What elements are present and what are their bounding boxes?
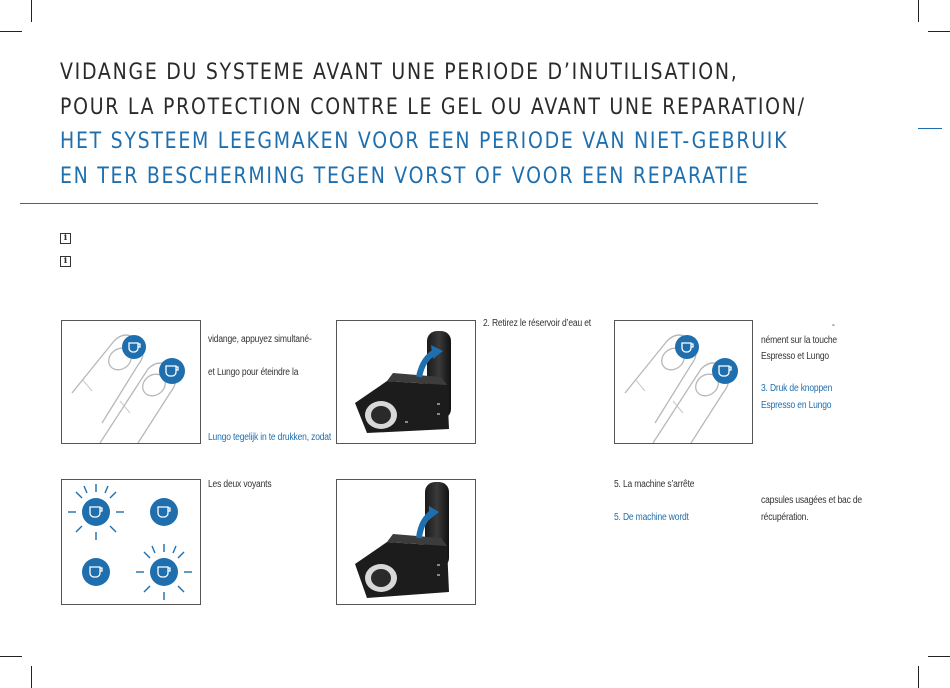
crop-mark [918,128,942,129]
step-1-illustration [61,320,201,444]
lungo-button-icon [712,358,738,384]
step-3-text-nl-1: 3. Druk de knoppen [761,383,833,394]
step-1-text-fr-2: et Lungo pour éteindre la [208,367,299,378]
step-2-illustration [336,320,476,444]
step-3-text-fr-2: Espresso et Lungo [761,351,829,362]
crop-mark [31,666,32,688]
step-6-text-fr-2: récupération. [761,512,809,523]
step-2-text-fr-1: 2. Retirez le réservoir d’eau et [483,318,591,329]
title-nl-line-2: EN TER BESCHERMING TEGEN VORST OF VOOR EEN REPARATIE [60,163,750,189]
espresso-light-icon [82,558,110,586]
crop-mark [918,0,919,22]
crop-mark [918,666,919,688]
step-4-illustration [61,479,201,605]
lungo-button-icon [159,358,185,384]
espresso-button-icon [675,335,699,359]
title-fr-line-1: VIDANGE DU SYSTEME AVANT UNE PERIODE D’INUTILISATION, [60,60,739,85]
step-6-text-fr-1: capsules usagées et bac de [761,495,862,506]
step-5-text-nl-1: 5. De machine wordt [614,512,689,523]
info-icon: i [60,233,71,244]
step-1-text-nl-1: Lungo tegelijk in te drukken, zodat [208,432,332,443]
step-3-text-fr-1: nément sur la touche [761,335,837,346]
crop-mark [928,656,950,657]
info-icon: i [60,256,71,267]
step-5-text-fr-1: 5. La machine s’arrête [614,479,695,490]
step-1-text-fr-1: vidange, appuyez simultané- [208,334,312,345]
crop-mark [0,31,22,32]
crop-mark [928,31,950,32]
lungo-light-icon [150,498,178,526]
title-fr-line-2: POUR LA PROTECTION CONTRE LE GEL OU AVANT UNE REPARATION/ [60,94,806,120]
page-title [60,56,806,194]
crop-mark [0,656,22,657]
step-5-illustration [336,479,476,605]
step-3-dash: - [832,320,835,331]
step-4-text-fr-1: Les deux voyants [208,479,272,490]
crop-mark [31,0,32,22]
step-3-text-nl-2: Espresso en Lungo [761,400,832,411]
step-3-illustration [614,320,753,444]
espresso-button-icon [122,335,146,359]
title-nl-line-1: HET SYSTEEM LEEGMAKEN VOOR EEN PERIODE VAN NIET-GEBRUIK [60,129,789,154]
title-divider [20,203,818,204]
